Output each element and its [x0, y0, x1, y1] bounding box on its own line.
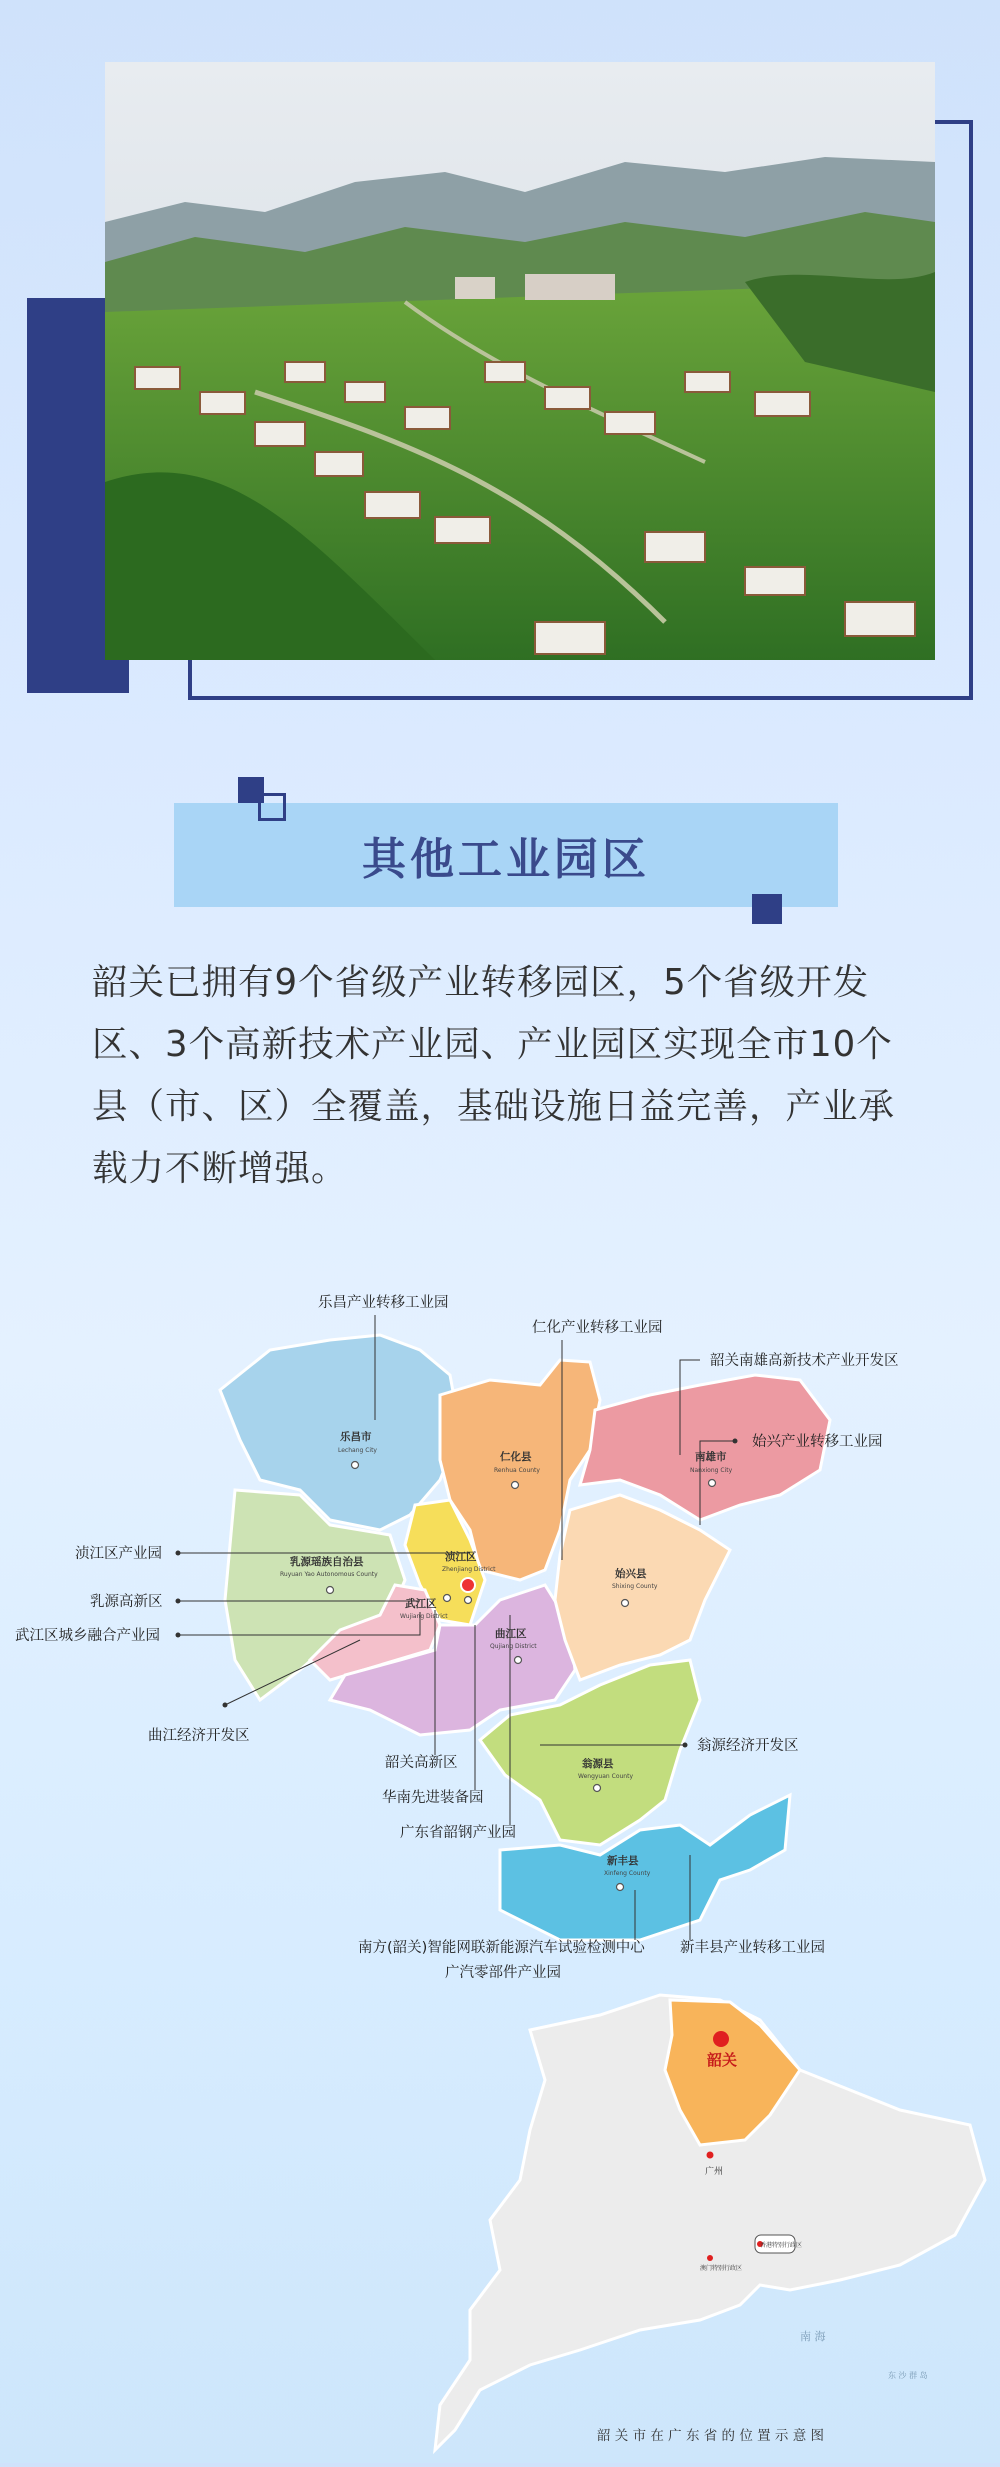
- decor-square: [752, 894, 782, 924]
- svg-text:新丰县产业转移工业园: 新丰县产业转移工业园: [680, 1940, 825, 1956]
- svg-text:南方(韶关)智能网联新能源汽车试验检测中心: 南方(韶关)智能网联新能源汽车试验检测中心: [358, 1940, 645, 1956]
- svg-text:Lechang City: Lechang City: [338, 1447, 377, 1454]
- svg-text:华南先进装备园: 华南先进装备园: [382, 1790, 484, 1806]
- svg-text:Wengyuan County: Wengyuan County: [578, 1773, 633, 1780]
- inset-caption: 韶 关 市 在 广 东 省 的 位 置 示 意 图: [597, 2428, 824, 2444]
- guangdong-inset-map: [435, 1995, 985, 2450]
- svg-text:浈江区: 浈江区: [445, 1551, 477, 1563]
- svg-text:仁化县: 仁化县: [500, 1451, 532, 1463]
- svg-text:香港特别行政区: 香港特别行政区: [760, 2242, 803, 2249]
- decor-square-outline: [258, 793, 286, 821]
- svg-text:乳源高新区: 乳源高新区: [90, 1594, 163, 1610]
- svg-text:Zhenjiang District: Zhenjiang District: [442, 1566, 496, 1573]
- svg-text:广州: 广州: [705, 2167, 724, 2177]
- svg-text:韶关: 韶关: [707, 2051, 738, 2069]
- park-lechang: 乐昌产业转移工业园: [318, 1295, 449, 1311]
- svg-text:新丰县: 新丰县: [607, 1855, 639, 1867]
- map-pin-icon: [461, 1578, 475, 1592]
- shaoguan-park-map: [0, 1280, 1000, 2463]
- svg-text:浈江区产业园: 浈江区产业园: [75, 1546, 162, 1562]
- svg-text:澳门特别行政区: 澳门特别行政区: [700, 2265, 743, 2272]
- svg-text:南 海: 南 海: [800, 2330, 826, 2343]
- svg-text:Nanxiong City: Nanxiong City: [690, 1467, 733, 1474]
- svg-text:南雄市: 南雄市: [695, 1451, 727, 1463]
- svg-text:曲江经济开发区: 曲江经济开发区: [148, 1728, 250, 1744]
- svg-text:韶关南雄高新技术产业开发区: 韶关南雄高新技术产业开发区: [710, 1353, 899, 1369]
- svg-text:仁化产业转移工业园: 仁化产业转移工业园: [532, 1320, 663, 1336]
- section-title: 其他工业园区: [362, 834, 650, 885]
- svg-text:Renhua County: Renhua County: [494, 1467, 540, 1474]
- aerial-photo: [105, 62, 935, 660]
- svg-text:Shixing County: Shixing County: [612, 1583, 658, 1590]
- svg-text:曲江区: 曲江区: [495, 1628, 527, 1640]
- svg-text:武江区城乡融合产业园: 武江区城乡融合产业园: [15, 1628, 160, 1644]
- svg-text:韶关高新区: 韶关高新区: [385, 1755, 458, 1771]
- svg-text:Wujiang District: Wujiang District: [400, 1613, 448, 1620]
- label-lechang: 乐昌市: [340, 1431, 372, 1443]
- svg-text:Xinfeng County: Xinfeng County: [604, 1870, 651, 1877]
- svg-text:Qujiang District: Qujiang District: [490, 1643, 537, 1650]
- svg-text:广汽零部件产业园: 广汽零部件产业园: [445, 1965, 561, 1981]
- svg-text:乳源瑶族自治县: 乳源瑶族自治县: [290, 1556, 364, 1568]
- svg-text:翁源县: 翁源县: [582, 1758, 614, 1770]
- intro-paragraph: 韶关已拥有9个省级产业转移园区，5个省级开发区、3个高新技术产业园、产业园区实现全市10个县（市、区）全覆盖，基础设施日益完善，产业承载力不断增强。: [92, 962, 896, 1189]
- svg-text:武江区: 武江区: [405, 1598, 437, 1610]
- svg-text:Ruyuan Yao Autonomous County: Ruyuan Yao Autonomous County: [280, 1571, 378, 1578]
- svg-text:翁源经济开发区: 翁源经济开发区: [697, 1738, 799, 1754]
- svg-text:始兴县: 始兴县: [615, 1568, 647, 1580]
- svg-text:始兴产业转移工业园: 始兴产业转移工业园: [752, 1434, 883, 1450]
- svg-text:广东省韶钢产业园: 广东省韶钢产业园: [400, 1825, 516, 1841]
- svg-text:东 沙 群 岛: 东 沙 群 岛: [888, 2371, 928, 2380]
